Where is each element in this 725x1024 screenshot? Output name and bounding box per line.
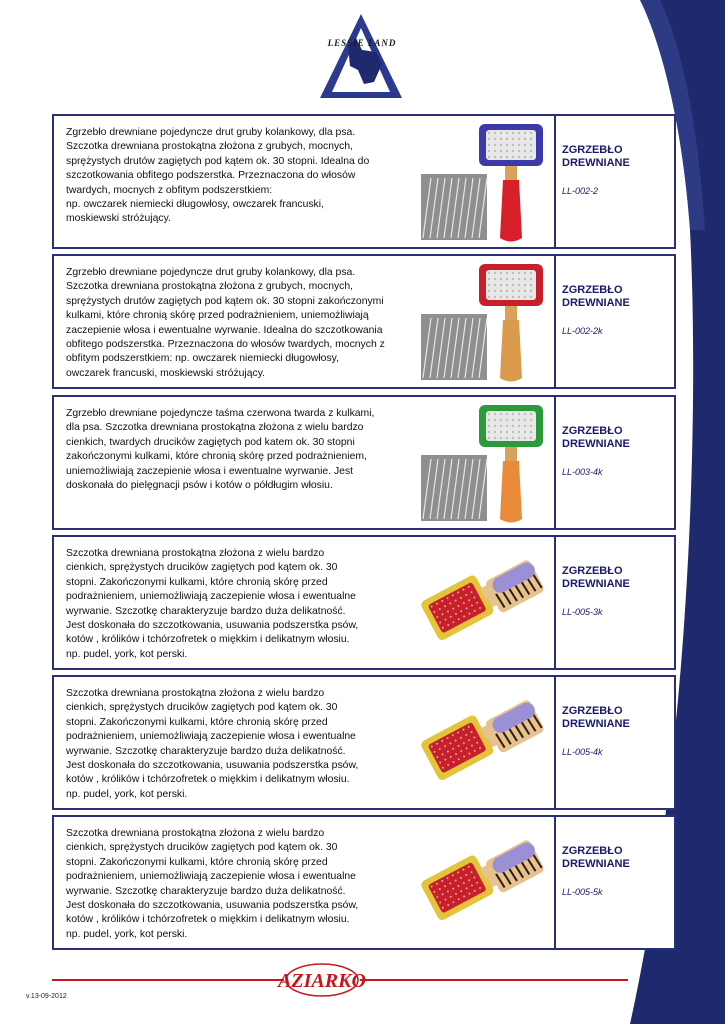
product-name: ZGRZEBŁO DREWNIANE: [562, 845, 630, 870]
product-description: Zgrzebło drewniane pojedyncze drut gruby kolankowy, dla psa. Szczotka drewniana prostokątna złożona z grubych, mocnych, sprężystych drutów zagiętych pod kątem ok. 30 stopni zakończonymi kulkami, które chronią skórę przed podrażnieniem, uniemożliwiają zaczepienie włosa i ewentualne wyrwanie. Idealna do szczotkowania obfitego podszerstka. Przeznaczona do włosów twardych, mocnych z obfitym podszerstkiem: np. owczarek niemiecki długowłosy, owczarek francuski, moskiewski stróżujący.: [66, 267, 385, 379]
product-code: LL-002-2: [562, 186, 599, 196]
lessie-land-logo: [318, 12, 404, 100]
product-name: ZGRZEBŁO DREWNIANE: [562, 425, 630, 450]
product-code: LL-005-4k: [562, 747, 603, 757]
footer-line-left: [52, 979, 284, 981]
product-name: ZGRZEBŁO DREWNIANE: [562, 705, 630, 730]
product-row: [52, 675, 676, 810]
product-row: [52, 395, 676, 530]
product-image: [419, 819, 552, 951]
product-image: [419, 679, 552, 811]
product-code: LL-005-5k: [562, 887, 603, 897]
product-image: [419, 118, 552, 250]
product-description: Szczotka drewniana prostokątna złożona z wielu bardzo cienkich, sprężystych drucików zagiętych pod kątem ok. 30 stopni. Zakończonymi kulkami, które chronią skórę przed podrażnieniem, uniemożliwiają zaczepienie włosa i ewentualne wyrwanie. Szczotkę charakteryzuje bardzo duża delikatność. Jest doskonała do szczotkowania, usuwania podszerstka psów, kotów , królików i tchórzofretek o miękkim i delikatnym włosiu. np. pudel, york, kot perski.: [66, 548, 359, 660]
product-row: [52, 535, 676, 670]
product-name: ZGRZEBŁO DREWNIANE: [562, 565, 630, 590]
footer-line-right: [360, 979, 628, 981]
product-code: LL-005-3k: [562, 607, 603, 617]
product-row: [52, 254, 676, 389]
row-divider: [554, 256, 556, 387]
row-divider: [554, 537, 556, 668]
product-image: [419, 258, 552, 390]
version-label: v.13-09-2012: [26, 993, 67, 1000]
product-code: LL-003-4k: [562, 467, 603, 477]
product-description: Szczotka drewniana prostokątna złożona z wielu bardzo cienkich, sprężystych drucików zagiętych pod kątem ok. 30 stopni. Zakończonymi kulkami, które chronią skórę przed podrażnieniem, uniemożliwiają zaczepienie włosa i ewentualne wyrwanie. Szczotkę charakteryzuje bardzo duża delikatność. Jest doskonała do szczotkowania, usuwania podszerstka psów, kotów , królików i tchórzofretek o miękkim i delikatnym włosiu. np. pudel, york, kot perski.: [66, 688, 359, 800]
product-image: [419, 399, 552, 531]
aziarko-logo: [278, 962, 366, 998]
product-name: ZGRZEBŁO DREWNIANE: [562, 144, 630, 169]
product-image: [419, 539, 552, 671]
product-code: LL-002-2k: [562, 326, 603, 336]
product-row: [52, 114, 676, 249]
product-description: Zgrzebło drewniane pojedyncze drut gruby kolankowy, dla psa. Szczotka drewniana prostokątna złożona z grubych, mocnych, sprężystych drutów zagiętych pod kątem ok. 30 stopni. Idealna do szczotkowania obfitego podszerstka. Przeznaczona do włosów twardych, mocnych z obfitym podszerstkiem: np. owczarek niemiecki długowłosy, owczarek francuski, moskiewski stróżujący.: [66, 127, 370, 225]
brand-text: AZIARKO: [278, 970, 366, 992]
product-description: Zgrzebło drewniane pojedyncze taśma czerwona twarda z kulkami, dla psa. Szczotka drewniana prostokątna złożona z wielu bardzo cienkich, twardych drucików zagiętych pod katem ok. 30 stopni zakończonymi kulkami, które chronią skórę przed podrażnieniem, uniemożliwiają zaczepienie włosa i ewentualne wyrwanie. Jest doskonała do pielęgnacji psów i kotów o półdługim włosiu.: [66, 408, 375, 492]
product-name: ZGRZEBŁO DREWNIANE: [562, 284, 630, 309]
product-description: Szczotka drewniana prostokątna złożona z wielu bardzo cienkich, sprężystych drucików zagiętych pod kątem ok. 30 stopni. Zakończonymi kulkami, które chronią skórę przed podrażnieniem, uniemożliwiają zaczepienie włosa i ewentualne wyrwanie. Szczotkę charakteryzuje bardzo duża delikatność. Jest doskonała do szczotkowania, usuwania podszerstka psów, kotów , królików i tchórzofretek o miękkim i delikatnym włosiu. np. pudel, york, kot perski.: [66, 828, 359, 940]
row-divider: [554, 116, 556, 247]
row-divider: [554, 397, 556, 528]
product-row: [52, 815, 676, 950]
logo-text: LESSIE LAND: [327, 38, 397, 48]
row-divider: [554, 677, 556, 808]
row-divider: [554, 817, 556, 948]
